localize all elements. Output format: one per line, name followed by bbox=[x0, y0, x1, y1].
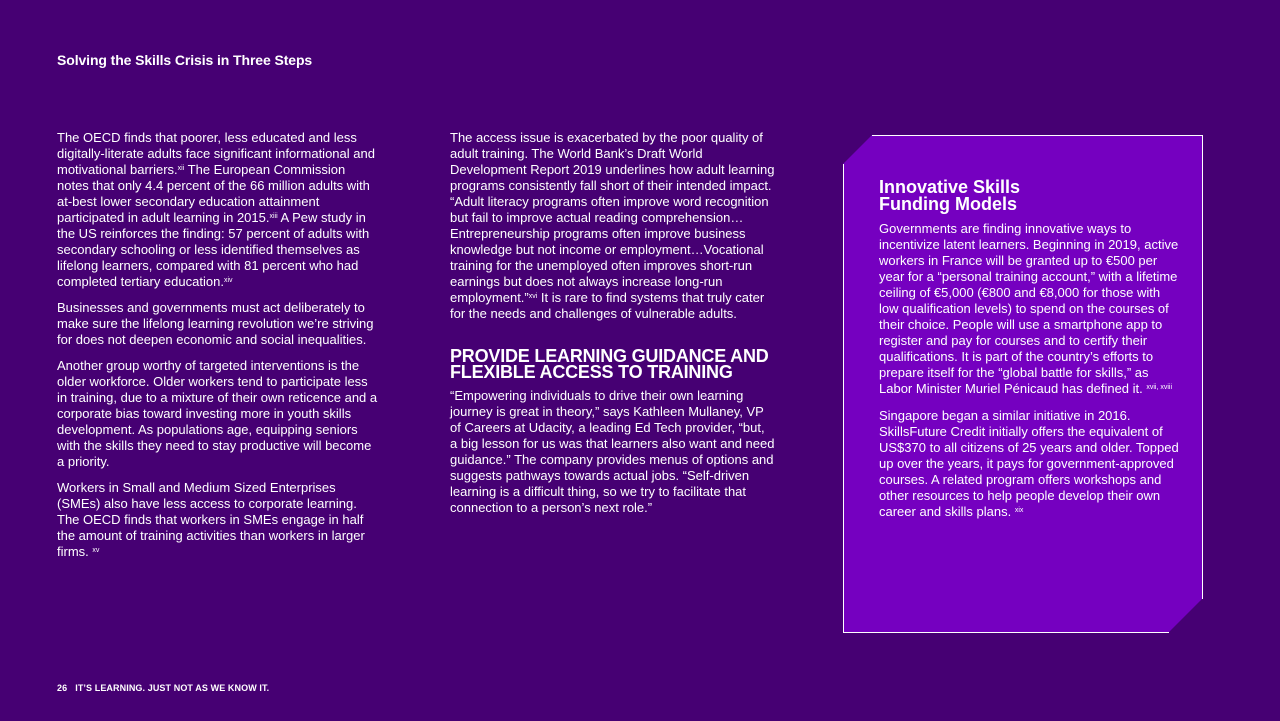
paragraph-text: It is rare to find systems that truly cater for the needs and challenges of vulnerable adults. bbox=[450, 290, 765, 321]
section-heading: PROVIDE LEARNING GUIDANCE AND FLEXIBLE ACCESS TO TRAINING bbox=[450, 346, 769, 382]
column-middle-intro bbox=[450, 130, 775, 322]
column-middle bbox=[450, 130, 775, 526]
paragraph-text: Workers in Small and Medium Sized Enterprises (SMEs) also have less access to corporate learning. The OECD finds that workers in SMEs engage in half the amount of training activities than workers in larger firms. bbox=[57, 480, 365, 559]
page-number: 26 bbox=[57, 683, 68, 693]
footnote-ref: xv bbox=[92, 547, 100, 554]
footnote-ref: xiv bbox=[223, 277, 233, 284]
page-header-title: Solving the Skills Crisis in Three Steps bbox=[57, 52, 313, 68]
footnote-ref: xix bbox=[1014, 507, 1024, 514]
footer-tagline: IT’S LEARNING. JUST NOT AS WE KNOW IT. bbox=[75, 683, 270, 693]
column-left bbox=[57, 130, 379, 570]
column-left-paragraphs bbox=[57, 130, 379, 560]
body-paragraph bbox=[57, 358, 379, 470]
footnote-ref: xiii bbox=[269, 213, 278, 220]
body-paragraph bbox=[57, 300, 379, 348]
body-paragraph bbox=[57, 480, 379, 560]
paragraph-text: The European Commission notes that only 4.4 percent of the 66 million adults with at-best lower secondary education attainment participated in adult learning in 2015. bbox=[57, 162, 370, 225]
paragraph-text: The OECD finds that poorer, less educated and less digitally-literate adults face significant informational and motivational barriers. bbox=[57, 130, 375, 177]
paragraph-text: “Empowering individuals to drive their own learning journey is great in theory,” says Kathleen Mullaney, VP of Careers at Udacity, a leading Ed Tech provider, “but, a big lesson for us was that learners also want and need guidance.” The company provides menus of options and suggests pathways towards actual jobs. “Self-driven learning is a difficult thing, so we try to facilitate that connection to a person’s next role.” bbox=[450, 388, 775, 515]
paragraph-text: Governments are finding innovative ways to incentivize latent learners. Beginning in 2019, active workers in France will be granted up to €500 per year for a “personal training account,” with a lifetime ceiling of €5,000 (€800 and €8,000 for those with low qualification levels) to spend on the courses of their choice. People will use a smartphone app to register and pay for courses and to certify their qualifications. It is part of the country’s efforts to prepare itself for the “global battle for skills,” as Labor Minister Muriel Pénicaud has defined it. bbox=[879, 221, 1179, 396]
paragraph-text: The access issue is exacerbated by the poor quality of adult training. The World Bank’s Draft World Development Report 2019 underlines how adult learning programs consistently fall short of their intended impact. “Adult literacy programs often improve word recognition but fail to improve actual reading comprehension…Entrepreneurship programs often improve business knowledge but not income or employment…Vocational training for the unemployed often improves short-run earnings but does not always increase long-run employment.” bbox=[450, 130, 775, 305]
paragraph-text: A Pew study in the US reinforces the finding: 57 percent of adults with secondary schooling or less identified themselves as lifelong learners, compared with 81 percent who had completed tertiary education. bbox=[57, 210, 370, 289]
body-paragraph bbox=[450, 130, 775, 322]
sidebar-callout-box bbox=[843, 135, 1203, 633]
column-middle-section-body bbox=[450, 388, 775, 516]
callout-box-paragraphs bbox=[879, 221, 1179, 520]
body-paragraph bbox=[450, 388, 775, 516]
footnote-ref: xii bbox=[177, 165, 185, 172]
paragraph-text: Businesses and governments must act deliberately to make sure the lifelong learning revolution we’re striving for does not deepen economic and social inequalities. bbox=[57, 300, 374, 347]
callout-box-title: Innovative Skills Funding Models bbox=[879, 177, 1021, 214]
footnote-ref: xvii, xviii bbox=[1146, 384, 1173, 391]
body-paragraph bbox=[879, 221, 1179, 397]
footnote-ref: xvi bbox=[528, 293, 538, 300]
body-paragraph bbox=[57, 130, 379, 290]
paragraph-text: Singapore began a similar initiative in 2016. SkillsFuture Credit initially offers the equivalent of US$370 to all citizens of 25 years and older. Topped up over the years, it pays for government-approved courses. A related program offers workshops and other resources to help people develop their own career and skills plans. bbox=[879, 408, 1179, 519]
callout-box-content bbox=[879, 179, 1179, 531]
page-footer bbox=[57, 683, 269, 693]
paragraph-text: Another group worthy of targeted interventions is the older workforce. Older workers tend to participate less in training, due to a mixture of their own reticence and a corporate bias toward investing more in youth skills development. As populations age, equipping seniors with the skills they need to stay productive will become a priority. bbox=[57, 358, 378, 469]
body-paragraph bbox=[879, 408, 1179, 520]
